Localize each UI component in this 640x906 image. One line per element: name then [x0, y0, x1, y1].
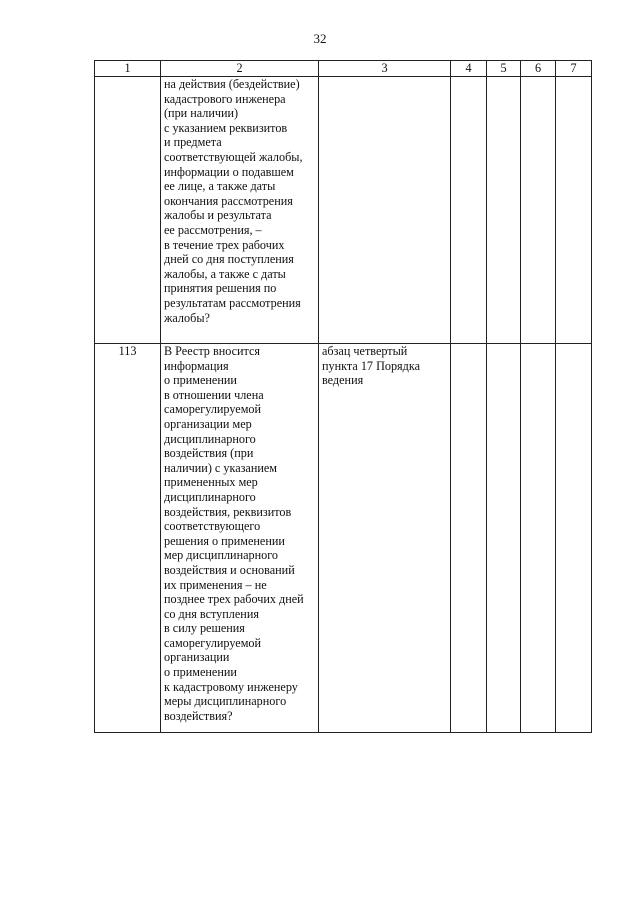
text-line: соответствующей жалобы, [164, 149, 303, 164]
text-line: абзац четвертый [322, 344, 408, 358]
column-header: 3 [319, 61, 451, 77]
text-line: их применения – не [164, 577, 267, 592]
column-header: 2 [161, 61, 319, 77]
text-line: В Реестр вносится [164, 344, 261, 358]
text-line: ее рассмотрения, – [164, 222, 262, 237]
column-header: 5 [487, 61, 521, 77]
answer-cell [487, 77, 521, 344]
answer-cell [451, 77, 487, 344]
text-line: принятия решения по [164, 281, 277, 296]
column-header: 1 [95, 61, 161, 77]
row-number-cell: 113 [95, 344, 161, 733]
text-line: (при наличии) [164, 106, 239, 121]
text-line: в отношении члена [164, 387, 264, 402]
text-line: о применении [164, 373, 237, 388]
text-line: информации о подавшем [164, 164, 294, 179]
text-line: в течение трех рабочих [164, 237, 285, 252]
text-line: ее лице, а также даты [164, 179, 276, 194]
answer-cell [556, 344, 592, 733]
text-line: организации мер [164, 416, 252, 431]
text-line: меры дисциплинарного [164, 694, 287, 709]
text-line: информация [164, 358, 229, 373]
text-line: воздействия (при [164, 446, 254, 461]
question-cell [161, 77, 319, 344]
text-line: в силу решения [164, 621, 245, 636]
text-line: ведения [322, 373, 364, 388]
text-line: жалобы, а также с даты [164, 266, 286, 281]
text-line: со дня вступления [164, 606, 259, 621]
text-line: саморегулируемой [164, 402, 262, 417]
text-line: на действия (бездействие) [164, 77, 300, 91]
requirements-table [94, 60, 592, 733]
text-line: о применении [164, 665, 237, 680]
column-header: 6 [521, 61, 556, 77]
text-line: с указанием реквизитов [164, 120, 288, 135]
reference-cell [319, 77, 451, 344]
table-row [95, 77, 592, 344]
text-line: организации [164, 650, 230, 665]
text-line: дней со дня поступления [164, 252, 294, 267]
text-line: воздействия? [164, 708, 233, 723]
text-line: мер дисциплинарного [164, 548, 278, 563]
text-line: кадастрового инженера [164, 91, 286, 106]
column-header: 7 [556, 61, 592, 77]
text-line: жалобы? [164, 310, 210, 325]
reference-cell [319, 344, 451, 733]
text-line: дисциплинарного [164, 489, 256, 504]
text-line: пункта 17 Порядка [322, 358, 421, 373]
answer-cell [521, 77, 556, 344]
page-number: 32 [313, 31, 327, 46]
text-line: решения о применении [164, 533, 285, 548]
text-line: жалобы и результата [164, 208, 272, 223]
text-line: к кадастровому инженеру [164, 679, 298, 694]
text-line: саморегулируемой [164, 635, 262, 650]
text-line: соответствующего [164, 519, 261, 534]
answer-cell [556, 77, 592, 344]
text-line: примененных мер [164, 475, 258, 490]
answer-cell [451, 344, 487, 733]
answer-cell [521, 344, 556, 733]
text-line: воздействия, реквизитов [164, 504, 292, 519]
text-line: окончания рассмотрения [164, 193, 293, 208]
text-line: воздействия и оснований [164, 562, 295, 577]
answer-cell [487, 344, 521, 733]
text-line: позднее трех рабочих дней [164, 592, 304, 607]
text-line: дисциплинарного [164, 431, 256, 446]
question-cell [161, 344, 319, 733]
row-number-cell [95, 77, 161, 344]
text-line: наличии) с указанием [164, 460, 278, 475]
table-header-row [95, 61, 592, 77]
text-line: и предмета [164, 135, 222, 150]
column-header: 4 [451, 61, 487, 77]
text-line: результатам рассмотрения [164, 295, 301, 310]
table-row [95, 344, 592, 733]
